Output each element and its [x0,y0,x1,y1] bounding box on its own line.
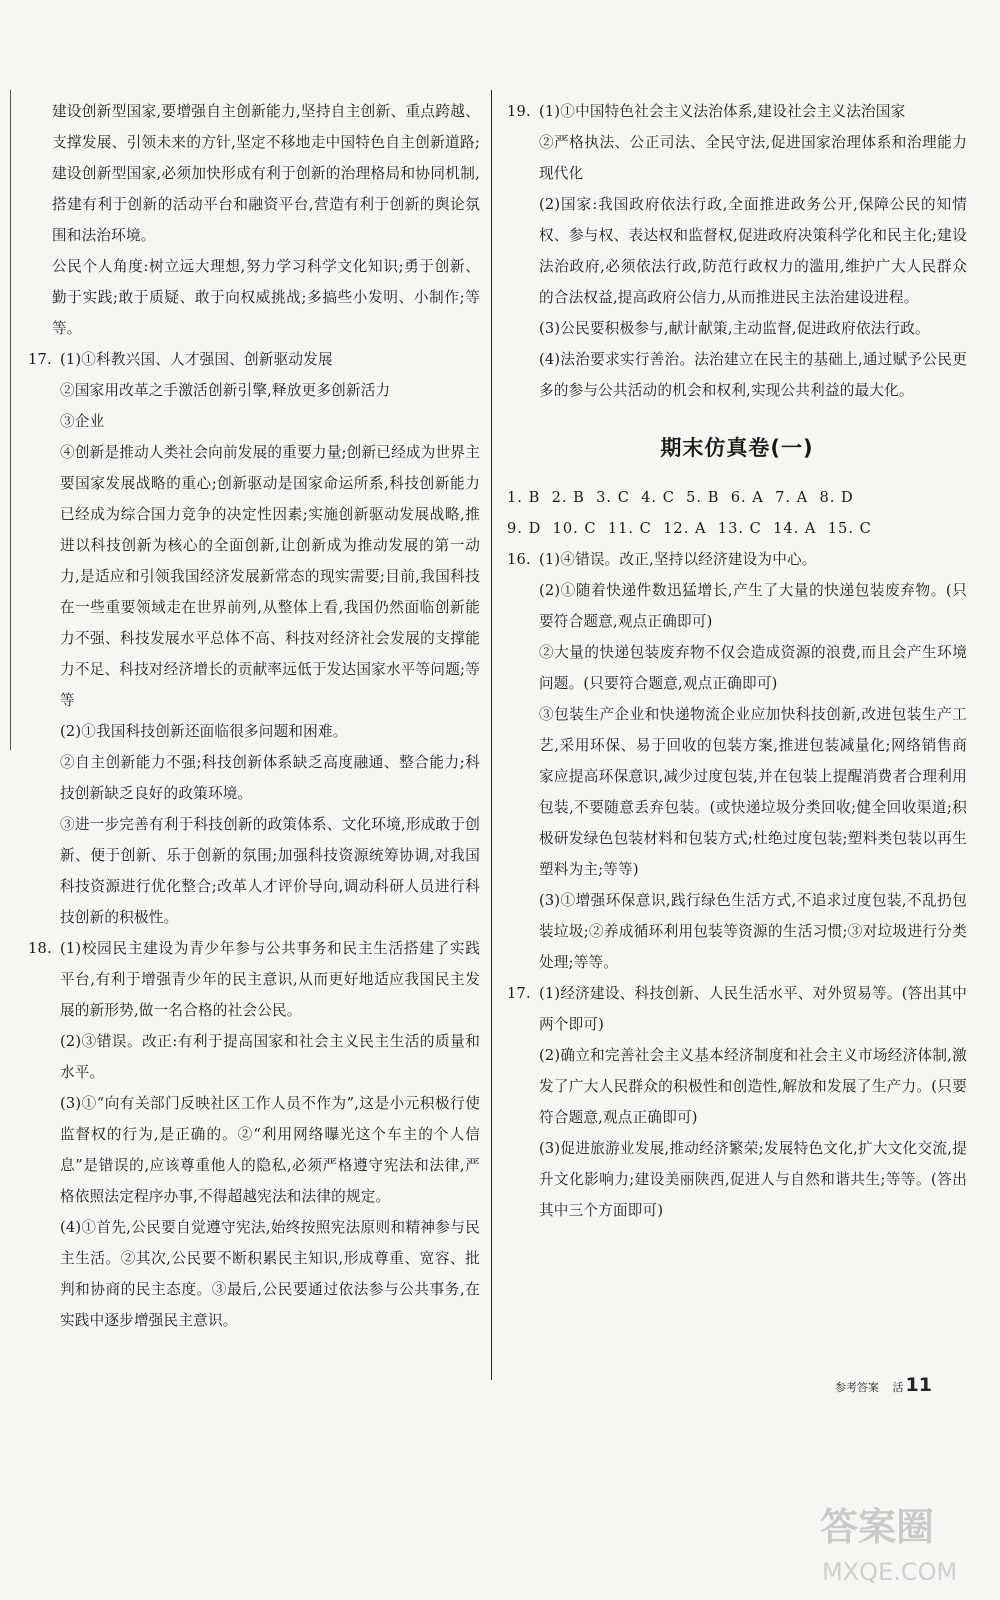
answer-paragraph: ③企业 [60,413,105,430]
answer-paragraph: ③包装生产企业和快递物流企业应加快科技创新,改进包装生产工艺,采用环保、易于回收的包装方案,推进包装减量化;网络销售商家应提高环保意识,减少过度包装,并在包装上提醒消费者合理利用包装,不要随意丢弃包装。(或快递垃圾分类回收;健全回收渠道;积极研发绿色包装材料和包装方式;杜绝过度包装;塑料类包装以再生塑料为主;等等) [539,706,967,878]
question-17-right [507,978,967,1226]
question-19 [507,96,967,406]
answer-paragraph: (1)经济建设、科技创新、人民生活水平、对外贸易等。(答出其中两个即可) [539,985,967,1033]
question-16 [507,544,967,978]
answer-paragraph: (3)公民要积极参与,献计献策,主动监督,促进政府依法行政。 [539,320,930,337]
watermark-en: MXQE.COM [822,1558,958,1586]
question-17-left [28,344,480,933]
answer-paragraph: (1)①中国特色社会主义法治体系,建设社会主义法治国家 [539,103,906,120]
watermark-logo [810,1490,980,1590]
answer-paragraph: (3)促进旅游业发展,推动经济繁荣;发展特色文化,扩大文化交流,提升文化影响力;建设美丽陕西,促进人与自然和谐共生;等等。(答出其中三个方面即可) [539,1140,967,1219]
answer-paragraph: (3)①增强环保意识,践行绿色生活方式,不追求过度包装,不乱扔包装垃圾;②养成循环利用包装等资源的生活习惯;③对垃圾进行分类处理;等等。 [539,892,967,971]
column-divider [491,90,492,1380]
binding-edge-line [10,90,11,750]
answer-paragraph: (2)①随着快递件数迅猛增长,产生了大量的快递包装废弃物。(只要符合题意,观点正确即可) [539,582,967,630]
question-number: 16. [507,551,531,568]
answer-paragraph: ②国家用改革之手激活创新引擎,释放更多创新活力 [60,382,391,399]
question-number: 18. [28,940,52,957]
answer-paragraph: (2)国家:我国政府依法行政,全面推进政务公开,保障公民的知情权、参与权、表达权和监督权,促进政府决策科学化和民主化;建设法治政府,必须依法行政,防范行政权力的滥用,维护广大人民群众的合法权益,提高政府公信力,从而推进民主法治建设进程。 [539,196,967,306]
answer-paragraph: (2)①我国科技创新还面临很多问题和困难。 [60,723,348,740]
question-number: 17. [28,351,52,368]
answer-paragraph: (4)法治要求实行善治。法治建立在民主的基础上,通过赋予公民更多的参与公共活动的机会和权利,实现公共利益的最大化。 [539,351,967,399]
answer-paragraph: ③进一步完善有利于科技创新的政策体系、文化环境,形成敢于创新、便于创新、乐于创新的氛围;加强科技资源统筹协调,对我国科技资源进行优化整合;改革人才评价导向,调动科研人员进行科技创新的积极性。 [60,816,480,926]
choice-answers-row: 1. B 2. B 3. C 4. C 5. B 6. A 7. A 8. D [507,489,854,506]
intro-paragraph: 建设创新型国家,要增强自主创新能力,坚持自主创新、重点跨越、支撑发展、引领未来的方针,坚定不移地走中国特色自主创新道路;建设创新型国家,必须加快形成有利于创新的治理格局和协同机制,搭建有利于创新的活动平台和融资平台,营造有利于创新的舆论氛围和法治环境。 [52,103,480,244]
page-number [893,1374,932,1396]
watermark-cn: 答案圈 [820,1505,935,1549]
answer-paragraph: (2)确立和完善社会主义基本经济制度和社会主义市场经济体制,激发了广大人民群众的积极性和创造性,解放和发展了生产力。(只要符合题意,观点正确即可) [539,1047,967,1126]
page-number-value: 11 [905,1374,932,1396]
answer-paragraph: (4)①首先,公民要自觉遵守宪法,始终按照宪法原则和精神参与民主生活。②其次,公民要不断积累民主知识,形成尊重、宽容、批判和协商的民主态度。③最后,公民要通过依法参与公共事务,在实践中逐步增强民主意识。 [60,1219,480,1329]
page-footer [835,1374,932,1396]
answer-paragraph: (3)①“向有关部门反映社区工作人员不作为”,这是小元积极行使监督权的行为,是正确的。②“利用网络曝光这个车主的个人信息”是错误的,应该尊重他人的隐私,必须严格遵守宪法和法律,严格依照法定程序办事,不得超越宪法和法律的规定。 [60,1095,480,1205]
answer-paragraph: (1)④错误。改正,坚持以经济建设为中心。 [539,551,817,568]
answer-paragraph: (2)③错误。改正:有利于提高国家和社会主义民主生活的质量和水平。 [60,1033,480,1081]
answer-paragraph: ②严格执法、公正司法、全民守法,促进国家治理体系和治理能力现代化 [539,134,967,182]
answer-paragraph: ④创新是推动人类社会向前发展的重要力量;创新已经成为世界主要国家发展战略的重心;创新驱动是国家命运所系,科技创新能力已经成为综合国力竞争的决定性因素;实施创新驱动发展战略,推进以科技创新为核心的全面创新,让创新成为推动发展的第一动力,是适应和引领我国经济发展新常态的现实需要;目前,我国科技在一些重要领域走在世界前列,从整体上看,我国仍然面临创新能力不强、科技发展水平总体不高、科技对经济社会发展的支撑能力不足、科技对经济增长的贡献率远低于发达国家水平等问题;等等 [60,444,480,709]
section-heading: 期末仿真卷(一) [660,436,814,460]
answer-paragraph: ②大量的快递包装废弃物不仅会造成资源的浪费,而且会产生环境问题。(只要符合题意,观点正确即可) [539,644,967,692]
answer-paragraph: (1)①科教兴国、人才强国、创新驱动发展 [60,351,333,368]
answer-paragraph: (1)校园民主建设为青少年参与公共事务和民主生活搭建了实践平台,有利于增强青少年的民主意识,从而更好地适应我国民主发展的新形势,做一名合格的社会公民。 [60,940,480,1019]
question-number: 17. [507,985,531,1002]
question-18 [28,933,480,1336]
left-column [28,96,480,1336]
footer-label: 参考答案 [835,1381,879,1394]
intro-paragraph: 公民个人角度:树立远大理想,努力学习科学文化知识;勇于创新、勤于实践;敢于质疑、敢于向权威挑战;多搞些小发明、小制作;等等。 [52,258,480,337]
question-number: 19. [507,103,531,120]
choice-answers-row: 9. D 10. C 11. C 12. A 13. C 14. A 15. C [507,520,872,537]
answer-paragraph: ②自主创新能力不强;科技创新体系缺乏高度融通、整合能力;科技创新缺乏良好的政策环境。 [60,754,480,802]
subject-mark: 活 [892,1381,904,1394]
right-column [507,96,967,1226]
